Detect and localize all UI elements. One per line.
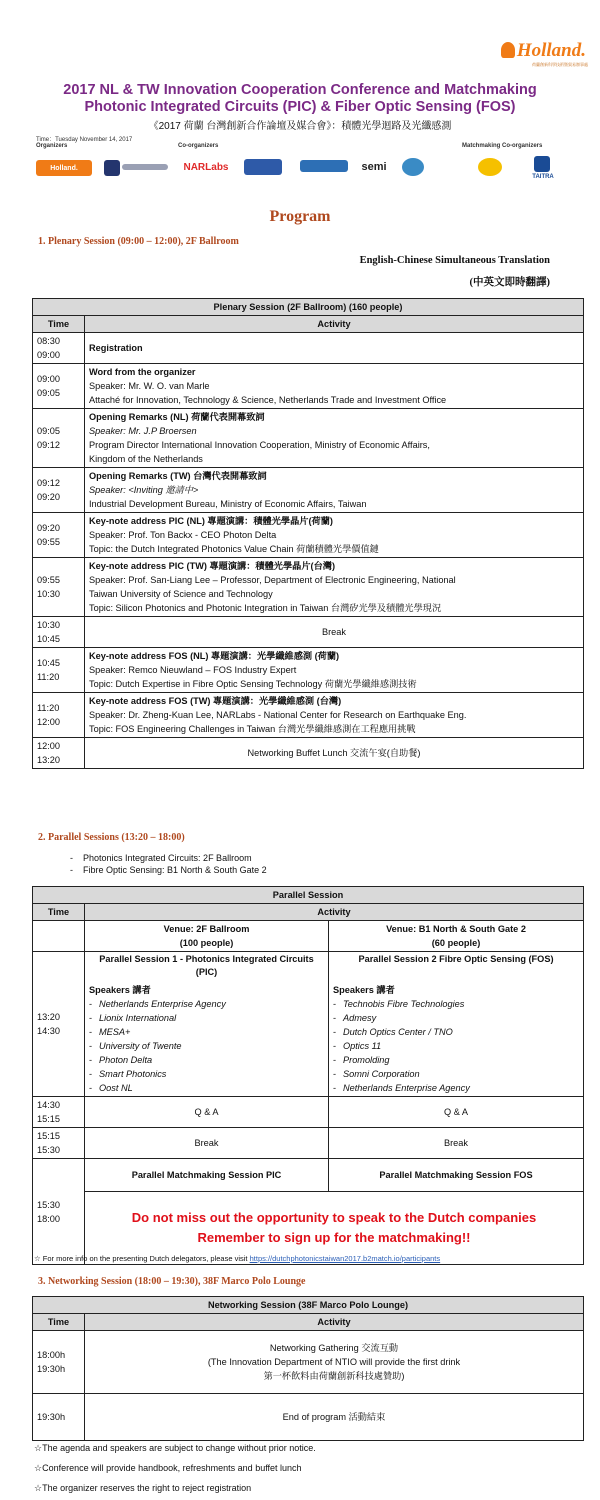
- nto-logo: [104, 160, 120, 176]
- parallel-table-title: Parallel Session: [33, 887, 584, 904]
- list-item: - University of Twente: [89, 1039, 324, 1053]
- table-row: 10:45 11:20 Key-note address FOS (NL) 專題演講：光學纖維感測 (荷蘭) Speaker: Remco Nieuwland – FOS Industry Expert Topic: Dutch Expertise in Fibre Optic Sensing Technology 荷蘭光學纖維感測技術: [33, 648, 584, 693]
- speakers-label: Speakers 講者: [333, 985, 395, 995]
- footnote: ☆Conference will provide handbook, refreshments and buffet lunch: [34, 1463, 302, 1473]
- col-time: Time: [33, 904, 85, 921]
- holland-small-logo: Holland.: [36, 160, 92, 176]
- list-item: - Netherlands Enterprise Agency: [89, 997, 324, 1011]
- holland-logo: Holland.: [501, 40, 586, 62]
- industrial-tech-logo: [402, 158, 424, 176]
- translation-note-zh: (中英文即時翻譯): [469, 277, 550, 288]
- table-row: Venue: 2F Ballroom (100 people) Venue: B1 North & South Gate 2 (60 people): [33, 921, 584, 952]
- event-time: Time：Tuesday November 14, 2017: [36, 137, 133, 143]
- table-row: 13:20 14:30 Parallel Session 1 - Photonics Integrated Circuits (PIC) Speakers 講者 - Netherlands Enterprise Agency - Lionix International - MESA+ - University of Twente - Photon Delta - Smart Photonics - Oost NL Parallel Session 2 Fibre Optic Sensing (FOS) Speakers 講者 - Technobis Fibre Technologies - Admesy - Dutch Optics Center / TNO - Optics 11 - Promolding - Somni Corporation - Netherlands Enterprise Agency: [33, 952, 584, 1097]
- table-row: 09:00 09:05 Word from the organizer Speaker: Mr. W. O. van Marle Attaché for Innovation, Technology & Science, Netherlands Trade and Investment Office: [33, 364, 584, 409]
- conference-title: [0, 82, 600, 116]
- list-item: - Photon Delta: [89, 1053, 324, 1067]
- table-row: 11:20 12:00 Key-note address FOS (TW) 專題演講：光學纖維感測 (台灣) Speaker: Dr. Zheng-Kuan Lee, NARLabs - National Center for Research on Earthquake Eng. Topic: FOS Engineering Challenges in Taiwan 台灣光學纖維感測在工程應用挑戰: [33, 693, 584, 738]
- footnotes: [34, 1438, 316, 1498]
- col-activity: Activity: [85, 1314, 584, 1331]
- col-activity: Activity: [85, 904, 584, 921]
- title-line-2: Photonic Integrated Circuits (PIC) & Fiber Optic Sensing (FOS): [84, 99, 516, 115]
- list-item: - Dutch Optics Center / TNO: [333, 1025, 579, 1039]
- nto-logo-text: [122, 164, 168, 170]
- table-row: 09:05 09:12 Opening Remarks (NL) 荷蘭代表開幕致詞 Speaker: Mr. J.P Broersen Program Director International Innovation Cooperation, Ministry of Economic Affairs, Kingdom of the Netherlands: [33, 409, 584, 468]
- table-row: 09:55 10:30 Key-note address PIC (TW) 專題演講：積體光學晶片(台灣) Speaker: Prof. San-Liang Lee – Professor, Department of Electronic Engineering, National Taiwan University of Science and Technology Topic: Silicon Photonics and Photonic Integration in Taiwan 台灣矽光學及積體光學現況: [33, 558, 584, 617]
- networking-table: [32, 1296, 584, 1441]
- translation-note: English-Chinese Simultaneous Translation: [359, 255, 550, 266]
- section-1-heading: 1. Plenary Session (09:00 – 12:00), 2F Ballroom: [38, 236, 239, 247]
- list-item: - Optics 11: [333, 1039, 579, 1053]
- table-row: 10:30 10:45 Break: [33, 617, 584, 648]
- list-item: - Promolding: [333, 1053, 579, 1067]
- program-title: Program: [269, 208, 331, 225]
- list-item: - Lionix International: [89, 1011, 324, 1025]
- footnote: ☆The agenda and speakers are subject to change without prior notice.: [34, 1443, 316, 1453]
- list-item: - Netherlands Enterprise Agency: [333, 1081, 579, 1095]
- pida-logo: [244, 159, 282, 175]
- enterprise-europe-logo: [478, 158, 502, 176]
- list-item: - Somni Corporation: [333, 1067, 579, 1081]
- col-activity: Activity: [85, 316, 584, 333]
- col-time: Time: [33, 1314, 85, 1331]
- title-line-1: 2017 NL & TW Innovation Cooperation Conference and Matchmaking: [63, 82, 537, 98]
- table-row: 18:00h 19:30h Networking Gathering 交流互動 (The Innovation Department of NTIO will provide the first drink 第一杯飲料由荷蘭創新科技處贊助): [33, 1331, 584, 1394]
- plenary-table-title: Plenary Session (2F Ballroom) (160 people): [33, 299, 584, 316]
- list-item: - Admesy: [333, 1011, 579, 1025]
- plenary-table: [32, 298, 584, 769]
- session-a-title: Parallel Session 1 - Photonics Integrated Circuits (PIC): [99, 954, 314, 977]
- speakers-b-list: [333, 997, 579, 1095]
- semi-logo: semi: [352, 158, 396, 176]
- col-time: Time: [33, 316, 85, 333]
- parallel-table: [32, 886, 584, 1265]
- venue-list: [70, 852, 267, 876]
- table-row: 14:30 15:15 Q & A Q & A: [33, 1097, 584, 1128]
- footnote: ☆The organizer reserves the right to reject registration: [34, 1483, 252, 1493]
- speakers-label: Speakers 講者: [89, 985, 151, 995]
- conference-subtitle: 《2017 荷蘭 台灣創新合作論壇及媒合會》：積體光學迴路及光纖感測: [148, 121, 452, 132]
- speakers-a-list: [89, 997, 324, 1095]
- tulip-icon: [501, 42, 515, 58]
- more-info-note: ☆ For more info on the presenting Dutch delegators, please visit https://dutchphotonicstaiwan2017.b2match.io/participants: [34, 1254, 441, 1263]
- taitra-logo-text: TAITRA: [528, 173, 558, 181]
- networking-table-title: Networking Session (38F Marco Polo Lounge): [33, 1297, 584, 1314]
- table-row: 15:15 15:30 Break Break: [33, 1128, 584, 1159]
- list-item: - Smart Photonics: [89, 1067, 324, 1081]
- coorganizers-label: Co-organizers: [178, 143, 219, 149]
- list-item: - Photonics Integrated Circuits: 2F Ballroom: [70, 853, 252, 863]
- participants-link[interactable]: https://dutchphotonicstaiwan2017.b2match.io/participants: [249, 1254, 441, 1263]
- list-item: - Technobis Fibre Technologies: [333, 997, 579, 1011]
- narlabs-logo: NARLabs: [180, 158, 232, 176]
- list-item: - MESA+: [89, 1025, 324, 1039]
- list-item: - Fibre Optic Sensing: B1 North & South Gate 2: [70, 865, 267, 875]
- section-3-heading: 3. Networking Session (18:00 – 19:30), 38F Marco Polo Lounge: [38, 1276, 306, 1287]
- table-row: 08:30 09:00 Registration: [33, 333, 584, 364]
- table-row: 09:20 09:55 Key-note address PIC (NL) 專題演講：積體光學晶片(荷蘭) Speaker: Prof. Ton Backx - CEO Photon Delta Topic: the Dutch Integrated Photonics Value Chain 荷蘭積體光學價值鏈: [33, 513, 584, 558]
- session-b-title: Parallel Session 2 Fibre Optic Sensing (FOS): [358, 954, 554, 964]
- matchmaking-label: Matchmaking Co-organizers: [462, 143, 543, 149]
- matchmaking-cta-1: Do not miss out the opportunity to speak to the Dutch companies: [131, 1210, 537, 1225]
- list-item: - Oost NL: [89, 1081, 324, 1095]
- table-row: 09:12 09:20 Opening Remarks (TW) 台灣代表開幕致詞 Speaker: <Inviting 邀請中> Industrial Development Bureau, Ministry of Economic Affairs, Taiwan: [33, 468, 584, 513]
- photonics-society-logo: [300, 160, 348, 172]
- matchmaking-cta-2: Remember to sign up for the matchmaking!!: [197, 1230, 471, 1245]
- table-row: 12:00 13:20 Networking Buffet Lunch 交流午宴(自助餐): [33, 738, 584, 769]
- taitra-logo: [534, 156, 550, 172]
- holland-logo-sub: 荷蘭創新科學技術暨貿易辦事處: [532, 62, 588, 67]
- section-2-heading: 2. Parallel Sessions (13:20 – 18:00): [38, 832, 185, 843]
- organizers-label: Organizers: [36, 143, 68, 149]
- table-row: 15:30 18:00 Parallel Matchmaking Session PIC Parallel Matchmaking Session FOS: [33, 1159, 584, 1192]
- table-row: 19:30h End of program 活動結束: [33, 1394, 584, 1441]
